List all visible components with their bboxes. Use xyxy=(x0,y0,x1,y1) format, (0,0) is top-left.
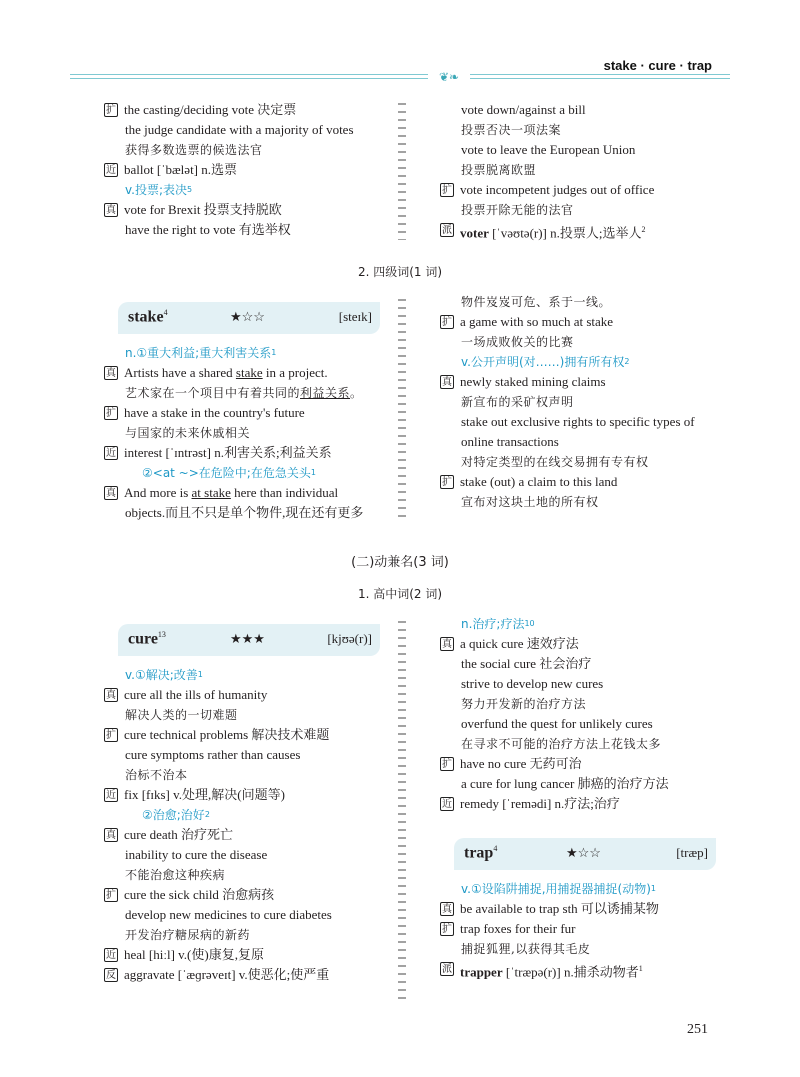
translation: 开发治疗糖尿病的新药 xyxy=(125,928,251,942)
example: cure the sick child 治愈病孩 xyxy=(124,887,275,902)
freq: 1 xyxy=(271,348,277,357)
example: trap foxes for their fur xyxy=(460,921,576,936)
example: a cure for lung cancer 肺癌的治疗方法 xyxy=(461,776,669,791)
meaning: n.①重大利益;重大利害关系 xyxy=(125,346,272,360)
example: cure death 治疗死亡 xyxy=(124,827,234,842)
example: stake (out) a claim to this land xyxy=(460,474,618,489)
trap-column xyxy=(440,879,730,982)
meaning: v.①设陷阱捕捉,用捕捉器捕捉(动物) xyxy=(461,882,651,896)
freq: 10 xyxy=(524,619,535,628)
example: be available to trap sth 可以诱捕某物 xyxy=(460,901,659,916)
stake-left-column xyxy=(104,343,394,523)
example: a quick cure 速效疗法 xyxy=(460,636,579,651)
derivative-word: trapper xyxy=(460,964,503,980)
running-header: stake · cure · trap xyxy=(603,58,712,73)
example: vote to leave the European Union xyxy=(461,142,636,157)
translation: 艺术家在一个项目中有着共同的 xyxy=(125,386,301,400)
freq: 5 xyxy=(187,185,193,194)
tag-jin: 近 xyxy=(106,448,116,459)
tag-fan: 反 xyxy=(106,970,116,981)
tag-jin: 近 xyxy=(442,799,452,810)
star-rating: ★★★ xyxy=(230,631,265,646)
column-divider xyxy=(398,296,406,518)
translation: 。 xyxy=(350,386,363,400)
tag-kuo: 扩 xyxy=(106,730,116,741)
derivative-def: [ˈtræpə(r)] n.捕杀动物者 xyxy=(502,964,639,980)
star-rating: ★☆☆ xyxy=(566,845,601,860)
example: the judge candidate with a majority of votes xyxy=(125,122,354,137)
synonym: interest [ˈɪntrəst] n.利害关系;利益关系 xyxy=(124,445,332,460)
column-divider xyxy=(398,100,406,240)
translation: 治标不治本 xyxy=(125,768,188,782)
keyword: stake xyxy=(235,365,263,380)
tag-zhen: 真 xyxy=(106,205,116,216)
tag-kuo: 扩 xyxy=(442,185,452,196)
tag-kuo: 扩 xyxy=(106,408,116,419)
example: online transactions xyxy=(461,434,559,449)
star-rating: ★☆☆ xyxy=(230,309,265,324)
column-divider xyxy=(398,618,406,1000)
example: have no cure 无药可治 xyxy=(460,756,582,771)
freq: 13 xyxy=(157,630,166,639)
translation: 物件岌岌可危、系于一线。 xyxy=(461,295,612,309)
vote-left-column xyxy=(104,100,394,240)
example: cure technical problems 解决技术难题 xyxy=(124,727,330,742)
meaning: ②治愈;治好 xyxy=(142,808,205,822)
tag-zhen: 真 xyxy=(442,377,452,388)
freq: 4 xyxy=(163,308,168,317)
freq: 1 xyxy=(650,884,657,893)
section-heading: (二)动兼名(3 词) xyxy=(351,555,449,570)
stake-right-column xyxy=(440,292,730,512)
translation: 努力开发新的治疗方法 xyxy=(461,697,587,711)
header-rule xyxy=(70,70,730,84)
example: a game with so much at stake xyxy=(460,314,614,329)
tag-zhen: 真 xyxy=(106,830,116,841)
example: Artists have a shared xyxy=(124,365,236,380)
derivative-word: voter xyxy=(460,225,489,241)
freq: 1 xyxy=(310,468,316,477)
meaning: v.公开声明(对……)拥有所有权 xyxy=(461,355,625,369)
tag-pai: 派 xyxy=(442,225,452,236)
translation: 投票开除无能的法官 xyxy=(461,203,574,217)
tag-kuo: 扩 xyxy=(442,477,452,488)
example: vote incompetent judges out of office xyxy=(460,182,655,197)
keyword-zh: 利益关系 xyxy=(300,386,351,400)
headword: stake xyxy=(128,308,164,326)
tag-zhen: 真 xyxy=(442,904,452,915)
translation: 对特定类型的在线交易拥有专有权 xyxy=(461,455,649,469)
translation: 投票脱离欧盟 xyxy=(461,163,537,177)
tag-zhen: 真 xyxy=(106,690,116,701)
headword: cure xyxy=(128,630,158,648)
tag-zhen: 真 xyxy=(106,488,116,499)
freq: 2 xyxy=(204,810,210,819)
translation: 宣布对这块土地的所有权 xyxy=(461,495,599,509)
example: vote down/against a bill xyxy=(461,102,586,117)
example: in a project. xyxy=(262,365,328,380)
cure-left-column xyxy=(104,665,394,985)
tag-jin: 近 xyxy=(106,790,116,801)
example: inability to cure the disease xyxy=(125,847,268,862)
ornament-icon: ❦❧ xyxy=(428,69,470,85)
translation: 不能治愈这种疾病 xyxy=(125,868,226,882)
meaning: v.①解决;改善 xyxy=(125,668,198,682)
derivative-def: [ˈvəʊtə(r)] n.投票人;选举人 xyxy=(488,225,642,241)
example: vote for Brexit 投票支持脱欧 xyxy=(124,202,282,217)
cure-headword-box xyxy=(118,624,380,656)
example: have a stake in the country's future xyxy=(124,405,305,420)
example: strive to develop new cures xyxy=(461,676,604,691)
example: cure all the ills of humanity xyxy=(124,687,268,702)
freq: 1 xyxy=(638,964,643,973)
synonym: remedy [ˈremədi] n.疗法;治疗 xyxy=(460,796,620,811)
synonym: fix [fɪks] v.处理,解决(问题等) xyxy=(124,787,285,802)
tag-jin: 近 xyxy=(106,950,116,961)
tag-kuo: 扩 xyxy=(442,759,452,770)
tag-zhen: 真 xyxy=(442,639,452,650)
cure-right-column xyxy=(440,614,730,814)
tag-zhen: 真 xyxy=(106,368,116,379)
freq: 2 xyxy=(641,225,646,234)
translation: 投票否决一项法案 xyxy=(461,123,562,137)
page-number: 251 xyxy=(687,1022,708,1037)
tag-jin: 近 xyxy=(106,165,116,176)
example: overfund the quest for unlikely cures xyxy=(461,716,653,731)
phonetic: [kjʊə(r)] xyxy=(327,631,372,646)
keyword: at stake xyxy=(191,485,231,500)
antonym: aggravate [ˈæɡrəveɪt] v.使恶化;使严重 xyxy=(124,967,330,982)
example: objects.而且不只是单个物件,现在还有更多 xyxy=(125,505,364,520)
section-heading: 2. 四级词(1 词) xyxy=(357,265,443,279)
example: develop new medicines to cure diabetes xyxy=(125,907,332,922)
translation: 与国家的未来休戚相关 xyxy=(125,426,251,440)
tag-kuo: 扩 xyxy=(106,890,116,901)
tag-kuo: 扩 xyxy=(442,317,452,328)
translation: 一场成败攸关的比赛 xyxy=(461,335,574,349)
example: the social cure 社会治疗 xyxy=(461,656,592,671)
freq: 2 xyxy=(624,357,630,366)
translation: 在寻求不可能的治疗方法上花钱太多 xyxy=(461,737,662,751)
phonetic: [steɪk] xyxy=(338,309,372,324)
freq: 4 xyxy=(493,844,498,853)
section-heading: 1. 高中词(2 词) xyxy=(357,587,443,601)
stake-headword-box xyxy=(118,302,380,334)
example: newly staked mining claims xyxy=(460,374,606,389)
meaning: ②<at ~>在危险中;在危急关头 xyxy=(142,466,311,480)
freq: 1 xyxy=(197,670,203,679)
example: cure symptoms rather than causes xyxy=(125,747,301,762)
example: the casting/deciding vote 决定票 xyxy=(124,102,297,117)
example: And more is xyxy=(124,485,192,500)
translation: 解决人类的一切难题 xyxy=(125,708,238,722)
example: have the right to vote 有选举权 xyxy=(125,222,291,237)
headword: trap xyxy=(464,844,494,862)
example: stake out exclusive rights to specific types of xyxy=(461,414,695,429)
phonetic: [træp] xyxy=(676,845,708,860)
synonym: heal [hiːl] v.(使)康复,复原 xyxy=(124,947,264,962)
vote-right-column xyxy=(440,100,730,243)
example: here than individual xyxy=(230,485,339,500)
synonym: ballot [ˈbælət] n.选票 xyxy=(124,162,238,177)
translation: 捕捉狐狸,以获得其毛皮 xyxy=(461,942,591,956)
tag-kuo: 扩 xyxy=(442,924,452,935)
tag-kuo: 扩 xyxy=(106,105,116,116)
translation: 新宣布的采矿权声明 xyxy=(461,395,574,409)
translation: 获得多数选票的候选法官 xyxy=(125,143,263,157)
meaning: v.投票;表决 xyxy=(125,183,188,197)
meaning: n.治疗;疗法 xyxy=(461,617,525,631)
tag-pai: 派 xyxy=(442,964,452,975)
trap-headword-box xyxy=(454,838,716,870)
